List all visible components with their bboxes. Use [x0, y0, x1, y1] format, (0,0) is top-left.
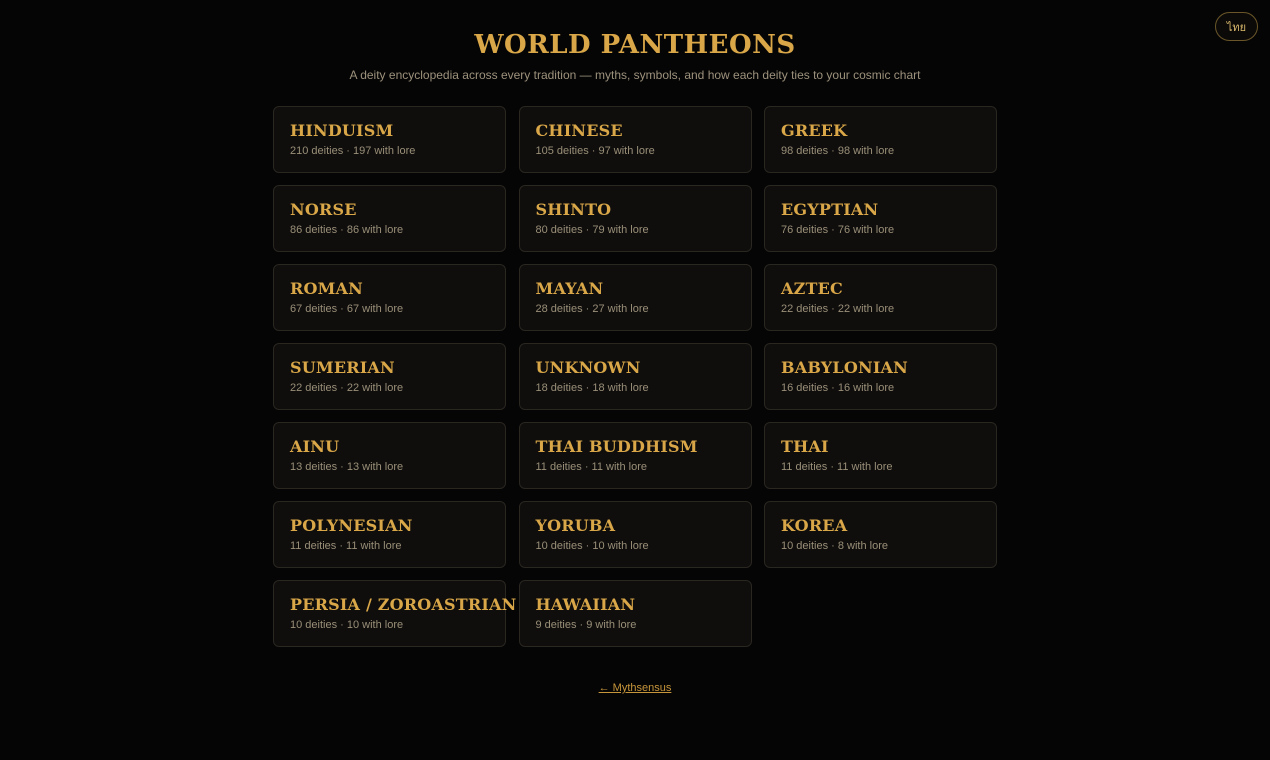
pantheon-stats: 10 deities · 8 with lore [781, 540, 888, 552]
pantheon-name: AINU [290, 437, 340, 456]
pantheon-stats: 11 deities · 11 with lore [535, 461, 647, 473]
pantheon-name: SHINTO [535, 200, 612, 219]
pantheon-card[interactable] [273, 106, 506, 173]
pantheon-stats: 16 deities · 16 with lore [781, 382, 895, 394]
pantheon-name: GREEK [781, 121, 848, 140]
pantheon-name: HAWAIIAN [535, 595, 636, 614]
pantheon-card[interactable] [519, 422, 752, 489]
pantheon-name: NORSE [290, 200, 357, 219]
pantheon-stats: 210 deities · 197 with lore [290, 145, 416, 157]
pantheon-card[interactable] [519, 185, 752, 252]
pantheon-name: HINDUISM [290, 121, 394, 140]
pantheon-stats: 22 deities · 22 with lore [290, 382, 404, 394]
pantheon-stats: 10 deities · 10 with lore [535, 540, 649, 552]
pantheon-grid [273, 106, 997, 647]
back-link-container [0, 678, 1270, 696]
pantheon-card[interactable] [764, 185, 997, 252]
pantheon-stats: 67 deities · 67 with lore [290, 303, 404, 315]
pantheon-stats: 10 deities · 10 with lore [290, 619, 404, 631]
pantheon-card[interactable] [764, 106, 997, 173]
page-subtitle: A deity encyclopedia across every tradition — myths, symbols, and how each deity ties to your cosmic chart [349, 68, 921, 82]
language-toggle-button[interactable]: ไทย [1215, 12, 1258, 41]
pantheon-card[interactable] [273, 422, 506, 489]
pantheon-name: AZTEC [781, 279, 843, 298]
back-to-mythsensus-link[interactable]: ← Mythsensus [598, 682, 672, 694]
pantheon-card[interactable] [273, 264, 506, 331]
page-title: WORLD PANTHEONS [474, 30, 796, 60]
pantheon-card[interactable] [273, 501, 506, 568]
pantheon-card[interactable] [273, 580, 517, 647]
pantheon-stats: 86 deities · 86 with lore [290, 224, 404, 236]
pantheon-stats: 98 deities · 98 with lore [781, 145, 895, 157]
pantheon-stats: 76 deities · 76 with lore [781, 224, 895, 236]
pantheon-card[interactable] [519, 501, 752, 568]
pantheon-stats: 11 deities · 11 with lore [781, 461, 893, 473]
pantheon-name: EGYPTIAN [781, 200, 879, 219]
pantheon-stats: 80 deities · 79 with lore [535, 224, 649, 236]
pantheon-stats: 13 deities · 13 with lore [290, 461, 404, 473]
pantheon-stats: 105 deities · 97 with lore [535, 145, 655, 157]
pantheon-name: THAI BUDDHISM [535, 437, 698, 456]
pantheon-name: BABYLONIAN [781, 358, 908, 377]
pantheon-name: MAYAN [535, 279, 604, 298]
pantheon-stats: 18 deities · 18 with lore [535, 382, 649, 394]
pantheon-card[interactable] [519, 343, 752, 410]
pantheon-stats: 22 deities · 22 with lore [781, 303, 895, 315]
pantheon-name: THAI [781, 437, 829, 456]
pantheon-card[interactable] [519, 580, 752, 647]
pantheon-name: POLYNESIAN [290, 516, 413, 535]
pantheon-card[interactable] [764, 343, 997, 410]
pantheon-stats: 9 deities · 9 with lore [535, 619, 637, 631]
pantheon-name: SUMERIAN [290, 358, 395, 377]
pantheon-card[interactable] [764, 422, 997, 489]
pantheon-card[interactable] [273, 343, 506, 410]
pantheon-name: YORUBA [535, 516, 616, 535]
pantheon-name: CHINESE [535, 121, 623, 140]
pantheon-name: ROMAN [290, 279, 363, 298]
pantheon-card[interactable] [764, 501, 997, 568]
pantheon-card[interactable] [519, 264, 752, 331]
pantheon-name: KOREA [781, 516, 848, 535]
pantheon-stats: 11 deities · 11 with lore [290, 540, 402, 552]
pantheon-name: PERSIA / ZOROASTRIAN [290, 595, 517, 614]
pantheon-name: UNKNOWN [535, 358, 641, 377]
pantheon-card[interactable] [519, 106, 752, 173]
pantheon-card[interactable] [764, 264, 997, 331]
pantheon-stats: 28 deities · 27 with lore [535, 303, 649, 315]
pantheon-card[interactable] [273, 185, 506, 252]
